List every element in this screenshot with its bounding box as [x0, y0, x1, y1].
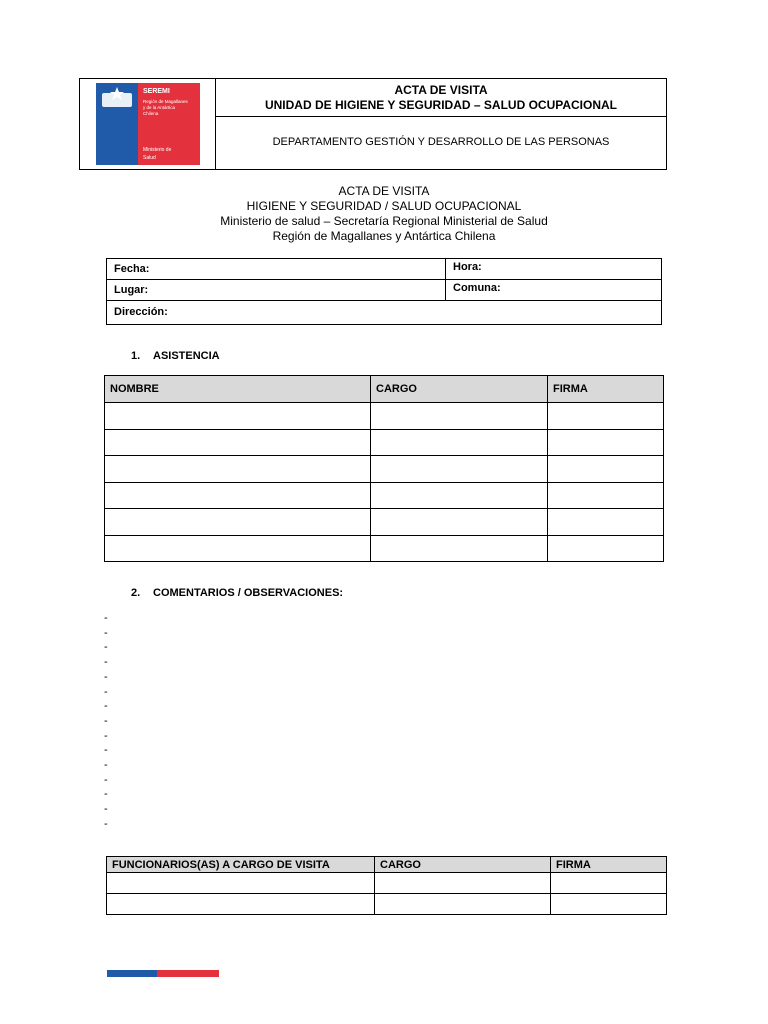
attendance-cell-nombre[interactable]: [105, 535, 371, 562]
hora-field[interactable]: Hora:: [453, 261, 482, 273]
attendance-cell-cargo[interactable]: [371, 456, 548, 483]
svg-text:Ministerio de: Ministerio de: [143, 147, 172, 153]
footer-flag-bar: [107, 970, 219, 977]
attendance-cell-cargo[interactable]: [371, 482, 548, 509]
direccion-field[interactable]: Dirección:: [114, 306, 168, 318]
comment-line[interactable]: -: [104, 744, 108, 757]
info-row-fecha-hora: [107, 259, 661, 280]
attendance-header-row: [105, 376, 664, 403]
attendance-cell-nombre[interactable]: [105, 482, 371, 509]
attendance-cell-cargo[interactable]: [371, 535, 548, 562]
section-2-title: COMENTARIOS / OBSERVACIONES:: [153, 587, 344, 599]
attendance-row: [105, 403, 664, 430]
comment-line[interactable]: -: [104, 626, 108, 639]
header-title-line2: UNIDAD DE HIGIENE Y SEGURIDAD – SALUD OCUPACIONAL: [264, 98, 618, 112]
staff-cell-cargo[interactable]: [375, 894, 551, 915]
attendance-cell-cargo[interactable]: [371, 509, 548, 536]
section-1-number: 1.: [131, 350, 141, 362]
intro-block: [79, 184, 689, 244]
attendance-cell-firma[interactable]: [548, 403, 664, 430]
comment-line[interactable]: -: [104, 700, 108, 713]
intro-line3: Ministerio de salud – Secretaría Regional Ministerial de Salud: [220, 214, 548, 228]
comment-line[interactable]: -: [104, 714, 108, 727]
fecha-field[interactable]: Fecha:: [107, 259, 446, 279]
attendance-cell-firma[interactable]: [548, 535, 664, 562]
staff-table: [106, 856, 667, 915]
svg-text:Salud: Salud: [143, 155, 156, 161]
attendance-row: [105, 456, 664, 483]
attendance-table: [104, 375, 664, 562]
staff-header-firma: FIRMA: [551, 857, 667, 873]
section-1-title: ASISTENCIA: [153, 350, 220, 362]
svg-text:y de la Antártica: y de la Antártica: [143, 105, 176, 110]
attendance-cell-firma[interactable]: [548, 456, 664, 483]
comment-line[interactable]: -: [104, 788, 108, 801]
staff-cell-firma[interactable]: [551, 873, 667, 894]
attendance-row: [105, 509, 664, 536]
comment-lines: [104, 611, 108, 832]
staff-cell-firma[interactable]: [551, 894, 667, 915]
intro-line2: HIGIENE Y SEGURIDAD / SALUD OCUPACIONAL: [246, 199, 522, 213]
attendance-body: [105, 403, 664, 562]
attendance-header-firma: FIRMA: [548, 376, 664, 403]
attendance-cell-cargo[interactable]: [371, 429, 548, 456]
attendance-cell-nombre[interactable]: [105, 456, 371, 483]
lugar-field[interactable]: Lugar:: [107, 280, 446, 300]
attendance-cell-nombre[interactable]: [105, 403, 371, 430]
section-2-heading: [131, 587, 343, 599]
attendance-cell-firma[interactable]: [548, 482, 664, 509]
staff-row: [107, 894, 667, 915]
document-header: [79, 78, 667, 170]
comuna-field[interactable]: Comuna:: [453, 282, 501, 294]
attendance-row: [105, 429, 664, 456]
attendance-header-nombre: NOMBRE: [105, 376, 371, 403]
header-title-line1: ACTA DE VISITA: [394, 83, 488, 97]
section-2-number: 2.: [131, 587, 141, 599]
comment-line[interactable]: -: [104, 803, 108, 816]
intro-line4: Región de Magallanes y Antártica Chilena: [272, 229, 496, 243]
svg-text:Chilena: Chilena: [143, 111, 159, 116]
staff-cell-cargo[interactable]: [375, 873, 551, 894]
staff-header-cargo: CARGO: [375, 857, 551, 873]
attendance-cell-nombre[interactable]: [105, 429, 371, 456]
comment-line[interactable]: -: [104, 670, 108, 683]
header-department: DEPARTAMENTO GESTIÓN Y DESARROLLO DE LAS PERSONAS: [272, 136, 610, 148]
visit-info-form: [106, 258, 662, 325]
footer-bar-blue: [107, 970, 157, 977]
staff-row: [107, 873, 667, 894]
comment-line[interactable]: -: [104, 641, 108, 654]
comment-line[interactable]: -: [104, 759, 108, 772]
comment-line[interactable]: -: [104, 656, 108, 669]
attendance-row: [105, 482, 664, 509]
comment-line[interactable]: -: [104, 612, 108, 624]
staff-cell-nombre[interactable]: [107, 873, 375, 894]
section-1-heading: [131, 350, 220, 362]
attendance-cell-firma[interactable]: [548, 509, 664, 536]
attendance-cell-cargo[interactable]: [371, 403, 548, 430]
svg-text:Región de Magallanes: Región de Magallanes: [143, 99, 188, 104]
attendance-row: [105, 535, 664, 562]
logo-cell: [80, 79, 216, 169]
attendance-cell-firma[interactable]: [548, 429, 664, 456]
attendance-cell-nombre[interactable]: [105, 509, 371, 536]
svg-text:SEREMI: SEREMI: [143, 88, 170, 95]
info-row-lugar-comuna: [107, 280, 661, 301]
attendance-header-cargo: CARGO: [371, 376, 548, 403]
footer-bar-red: [157, 970, 219, 977]
seremi-logo: [96, 83, 200, 165]
info-row-direccion: [107, 301, 661, 324]
comment-line[interactable]: -: [104, 729, 108, 742]
staff-cell-nombre[interactable]: [107, 894, 375, 915]
staff-body: [107, 873, 667, 915]
comment-line[interactable]: -: [104, 773, 108, 786]
header-title: [216, 79, 666, 117]
comment-line[interactable]: -: [104, 685, 108, 698]
staff-header-row: [107, 857, 667, 873]
comment-line[interactable]: -: [104, 817, 108, 830]
intro-line1: ACTA DE VISITA: [338, 184, 430, 198]
staff-header-funcionarios: FUNCIONARIOS(AS) A CARGO DE VISITA: [107, 857, 375, 873]
